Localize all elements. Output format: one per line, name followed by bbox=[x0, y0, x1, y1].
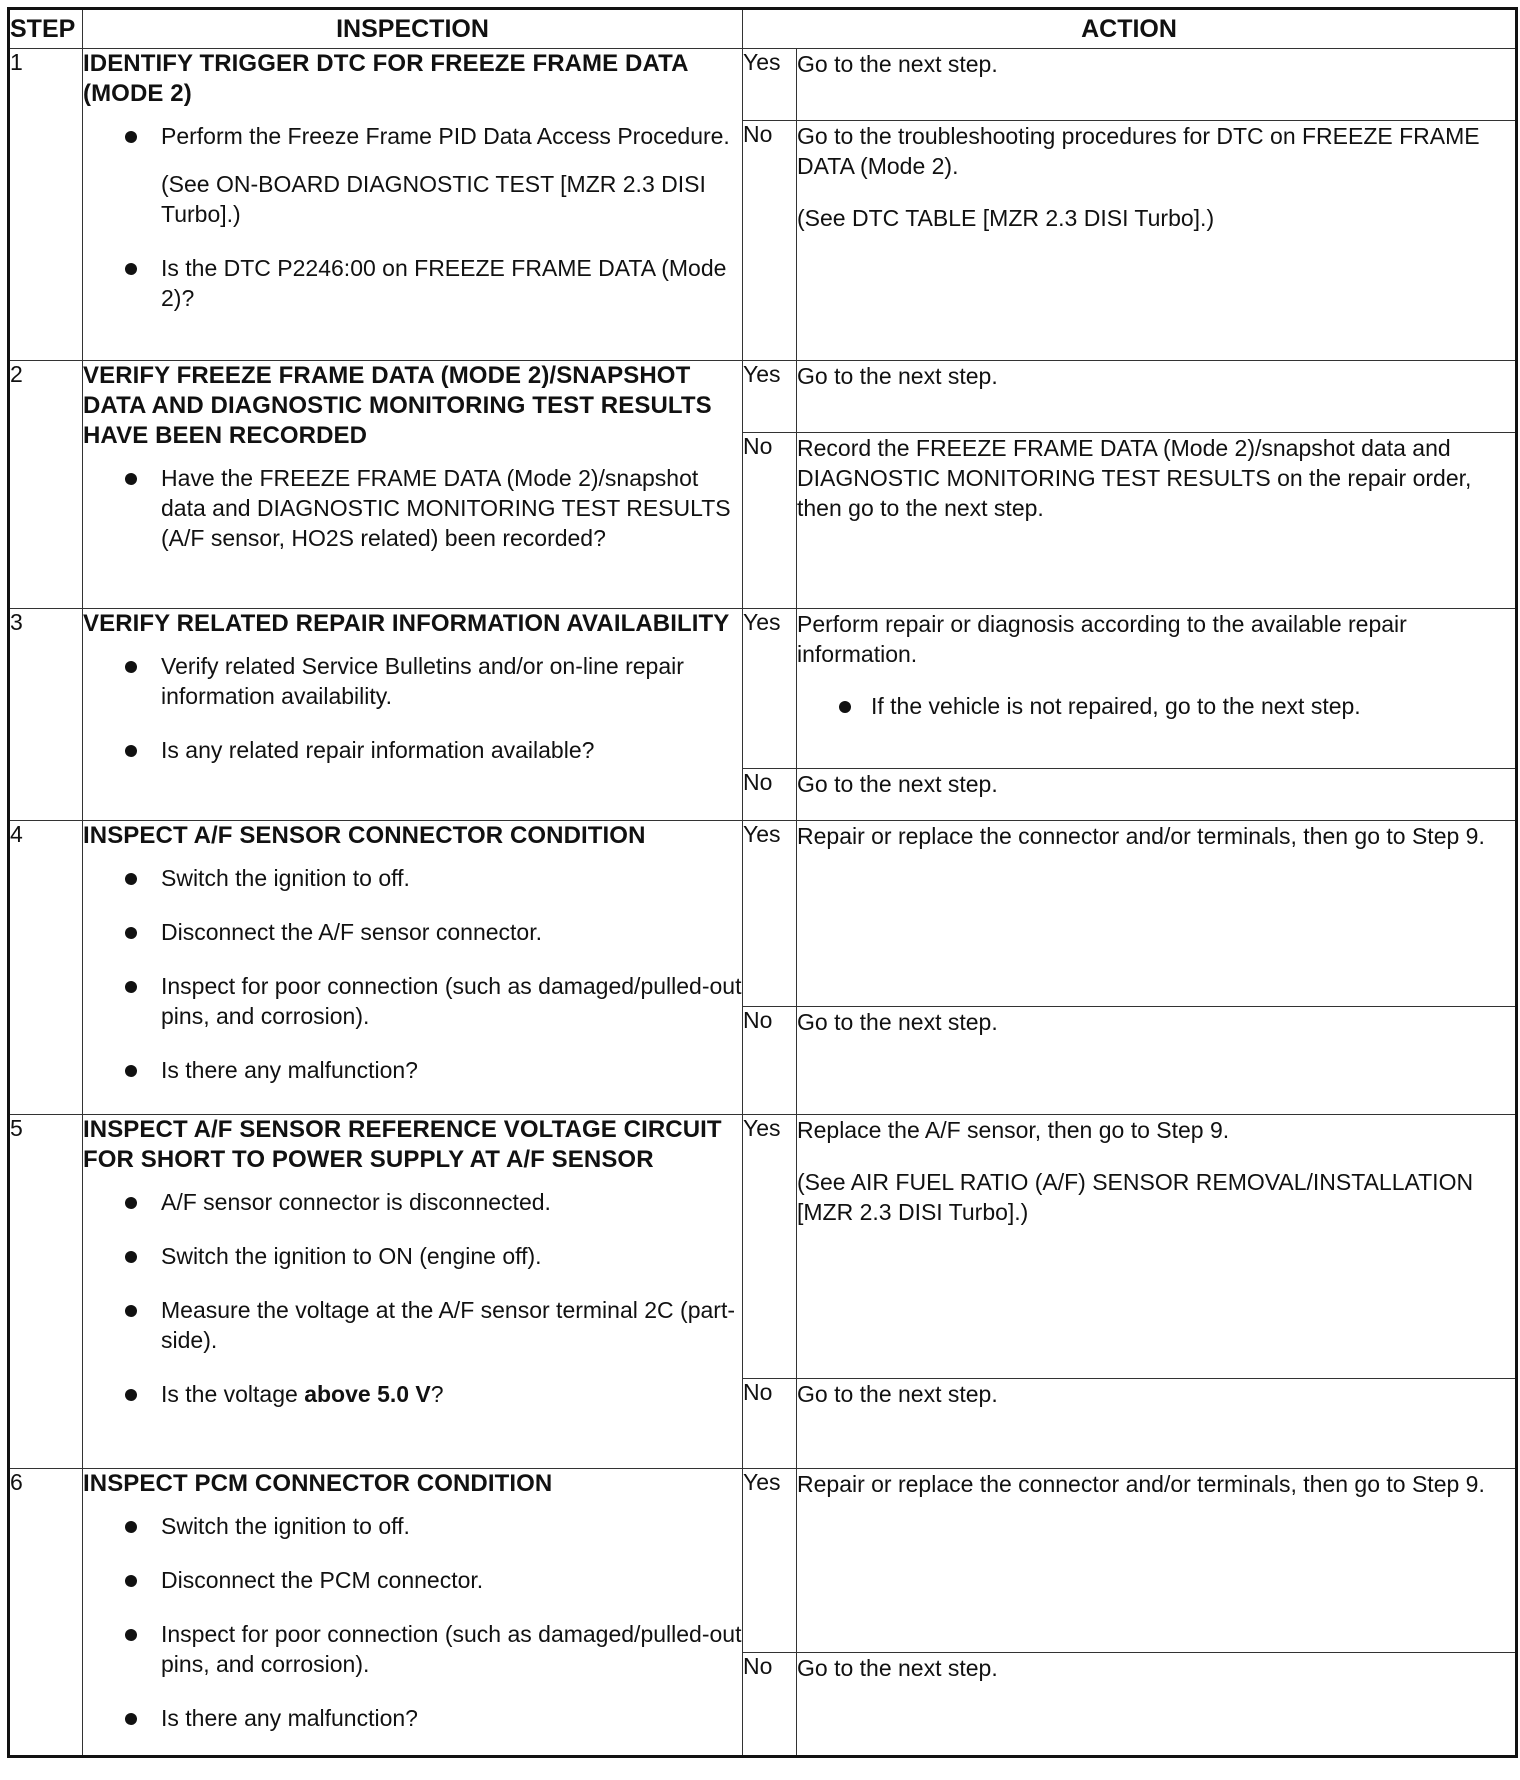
table-row bbox=[9, 1469, 1517, 1653]
yes-label: Yes bbox=[743, 361, 797, 433]
list-item bbox=[125, 1511, 742, 1541]
bullet-icon bbox=[125, 1305, 137, 1317]
action-list bbox=[797, 691, 1515, 721]
bullet-icon bbox=[125, 1629, 137, 1641]
no-label: No bbox=[743, 1653, 797, 1757]
inspection-cell bbox=[83, 1115, 743, 1469]
list-item-text: Inspect for poor connection (such as damaged/pulled-out pins, and corrosion). bbox=[161, 973, 742, 1029]
bullet-icon bbox=[125, 1389, 137, 1401]
yes-label: Yes bbox=[743, 821, 797, 1007]
bullet-icon bbox=[125, 1065, 137, 1077]
list-item bbox=[125, 1187, 742, 1217]
no-label: No bbox=[743, 433, 797, 609]
table-row bbox=[9, 1115, 1517, 1379]
bullet-icon bbox=[125, 263, 137, 275]
bullet-icon bbox=[125, 473, 137, 485]
inspection-cell bbox=[83, 821, 743, 1115]
list-item bbox=[839, 691, 1515, 721]
yes-action: Replace the A/F sensor, then go to Step 9. bbox=[797, 1117, 1230, 1143]
yes-action: Go to the next step. bbox=[797, 49, 1517, 121]
list-item bbox=[125, 121, 742, 151]
step-number: 6 bbox=[9, 1469, 83, 1757]
bullet-icon bbox=[125, 1251, 137, 1263]
bullet-icon bbox=[125, 1575, 137, 1587]
inspection-list bbox=[83, 1511, 742, 1733]
list-item-text: Verify related Service Bulletins and/or on-line repair information availability. bbox=[161, 653, 684, 709]
no-label: No bbox=[743, 1379, 797, 1469]
step-title: IDENTIFY TRIGGER DTC FOR FREEZE FRAME DATA (MODE 2) bbox=[83, 50, 688, 107]
bullet-icon bbox=[125, 981, 137, 993]
no-action: Go to the next step. bbox=[797, 769, 1517, 821]
list-item bbox=[125, 1565, 742, 1595]
list-item bbox=[125, 463, 742, 553]
table-row bbox=[9, 609, 1517, 769]
yes-action: Repair or replace the connector and/or terminals, then go to Step 9. bbox=[797, 821, 1517, 1007]
list-item bbox=[125, 651, 742, 711]
list-item-text: Is there any malfunction? bbox=[161, 1705, 418, 1731]
list-item-text: Measure the voltage at the A/F sensor terminal 2C (part-side). bbox=[161, 1297, 735, 1353]
list-item bbox=[125, 1703, 742, 1733]
yes-action: Repair or replace the connector and/or terminals, then go to Step 9. bbox=[797, 1469, 1517, 1653]
list-item-text: Have the FREEZE FRAME DATA (Mode 2)/snapshot data and DIAGNOSTIC MONITORING TEST RESULTS (A/F sensor, HO2S related) been recorded? bbox=[161, 465, 731, 551]
list-item bbox=[125, 1055, 742, 1085]
diagnostic-procedure-table bbox=[7, 7, 1518, 1758]
no-action: Go to the next step. bbox=[797, 1653, 1517, 1757]
list-item bbox=[125, 863, 742, 893]
step-number: 5 bbox=[9, 1115, 83, 1469]
header-step: STEP bbox=[9, 9, 83, 49]
step-number: 3 bbox=[9, 609, 83, 821]
step-number: 2 bbox=[9, 361, 83, 609]
list-item bbox=[125, 1379, 742, 1409]
list-item-text: Is the voltage bbox=[161, 1381, 305, 1407]
list-item bbox=[125, 735, 742, 765]
step-title: VERIFY FREEZE FRAME DATA (MODE 2)/SNAPSHOT DATA AND DIAGNOSTIC MONITORING TEST RESULTS HAVE BEEN RECORDED bbox=[83, 362, 712, 449]
list-item bbox=[125, 971, 742, 1031]
inspection-list bbox=[83, 863, 742, 1085]
inspection-cell bbox=[83, 1469, 743, 1757]
header-action: ACTION bbox=[743, 9, 1517, 49]
voltage-threshold: above 5.0 V bbox=[304, 1381, 431, 1407]
list-item-text: Perform the Freeze Frame PID Data Access Procedure. bbox=[161, 123, 730, 149]
inspection-list bbox=[83, 1187, 742, 1409]
no-action-cell bbox=[797, 121, 1517, 361]
list-item bbox=[125, 253, 742, 313]
step-title: INSPECT PCM CONNECTOR CONDITION bbox=[83, 1470, 553, 1497]
bullet-icon bbox=[125, 927, 137, 939]
yes-label: Yes bbox=[743, 1469, 797, 1653]
no-action: Go to the next step. bbox=[797, 1379, 1517, 1469]
inspection-cell bbox=[83, 609, 743, 821]
bullet-icon bbox=[125, 1197, 137, 1209]
list-item-text: Switch the ignition to off. bbox=[161, 1513, 410, 1539]
bullet-icon bbox=[125, 131, 137, 143]
list-item-text: If the vehicle is not repaired, go to the next step. bbox=[871, 693, 1361, 719]
list-item-text: Disconnect the A/F sensor connector. bbox=[161, 919, 542, 945]
no-label: No bbox=[743, 769, 797, 821]
yes-label: Yes bbox=[743, 1115, 797, 1379]
list-item-text: A/F sensor connector is disconnected. bbox=[161, 1189, 551, 1215]
bullet-icon bbox=[125, 1713, 137, 1725]
list-item bbox=[125, 917, 742, 947]
header-inspection: INSPECTION bbox=[83, 9, 743, 49]
inspection-cell bbox=[83, 49, 743, 361]
no-action: Go to the next step. bbox=[797, 1007, 1517, 1115]
inspection-list bbox=[83, 651, 742, 765]
step-title: INSPECT A/F SENSOR REFERENCE VOLTAGE CIRCUIT FOR SHORT TO POWER SUPPLY AT A/F SENSOR bbox=[83, 1116, 722, 1173]
reference-note: (See AIR FUEL RATIO (A/F) SENSOR REMOVAL/INSTALLATION [MZR 2.3 DISI Turbo].) bbox=[797, 1169, 1474, 1225]
step-number: 4 bbox=[9, 821, 83, 1115]
inspection-cell bbox=[83, 361, 743, 609]
yes-action-cell bbox=[797, 609, 1517, 769]
no-action: Go to the troubleshooting procedures for DTC on FREEZE FRAME DATA (Mode 2). bbox=[797, 123, 1480, 179]
bullet-icon bbox=[125, 745, 137, 757]
step-title: VERIFY RELATED REPAIR INFORMATION AVAILABILITY bbox=[83, 610, 730, 637]
no-label: No bbox=[743, 1007, 797, 1115]
table-row bbox=[9, 361, 1517, 433]
step-title: INSPECT A/F SENSOR CONNECTOR CONDITION bbox=[83, 822, 646, 849]
inspection-list bbox=[83, 253, 742, 313]
bullet-icon bbox=[125, 661, 137, 673]
bullet-icon bbox=[125, 1521, 137, 1533]
list-item-text: Inspect for poor connection (such as damaged/pulled-out pins, and corrosion). bbox=[161, 1621, 742, 1677]
no-label: No bbox=[743, 121, 797, 361]
table-row bbox=[9, 821, 1517, 1007]
list-item-text-end: ? bbox=[430, 1381, 444, 1407]
step-number: 1 bbox=[9, 49, 83, 361]
bullet-icon bbox=[839, 701, 851, 713]
list-item-text: Is the DTC P2246:00 on FREEZE FRAME DATA (Mode 2)? bbox=[161, 255, 727, 311]
list-item-text: Switch the ignition to off. bbox=[161, 865, 410, 891]
yes-action: Perform repair or diagnosis according to the available repair information. bbox=[797, 611, 1407, 667]
list-item-text: Switch the ignition to ON (engine off). bbox=[161, 1243, 542, 1269]
yes-label: Yes bbox=[743, 609, 797, 769]
list-item bbox=[125, 1241, 742, 1271]
list-item-text: Disconnect the PCM connector. bbox=[161, 1567, 484, 1593]
reference-note: (See DTC TABLE [MZR 2.3 DISI Turbo].) bbox=[797, 205, 1215, 231]
list-item bbox=[125, 1619, 742, 1679]
list-item-text: Is there any malfunction? bbox=[161, 1057, 418, 1083]
table-row bbox=[9, 49, 1517, 121]
table-header-row bbox=[9, 9, 1517, 49]
bullet-icon bbox=[125, 873, 137, 885]
yes-action: Go to the next step. bbox=[797, 361, 1517, 433]
inspection-list bbox=[83, 463, 742, 553]
no-action: Record the FREEZE FRAME DATA (Mode 2)/snapshot data and DIAGNOSTIC MONITORING TEST RESULTS on the repair order, then go to the next step. bbox=[797, 433, 1517, 609]
reference-note: (See ON-BOARD DIAGNOSTIC TEST [MZR 2.3 DISI Turbo].) bbox=[161, 171, 706, 227]
yes-label: Yes bbox=[743, 49, 797, 121]
yes-action-cell bbox=[797, 1115, 1517, 1379]
list-item-text: Is any related repair information available? bbox=[161, 737, 595, 763]
inspection-list bbox=[83, 121, 742, 151]
list-item bbox=[125, 1295, 742, 1355]
